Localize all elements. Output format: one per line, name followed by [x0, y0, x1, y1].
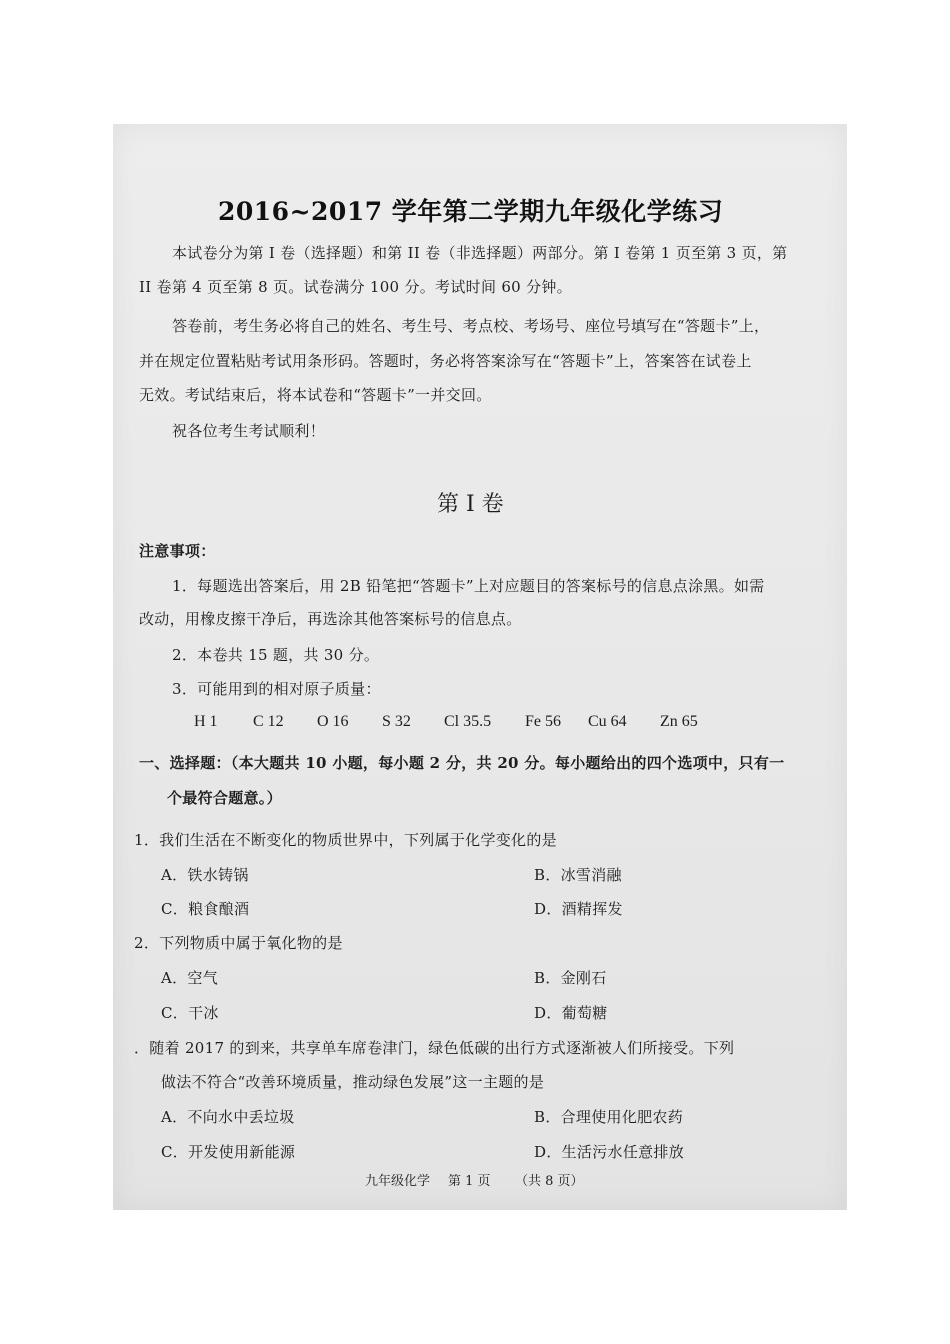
question-1-option-c: C．粮食酿酒: [161, 900, 250, 918]
page-title: 2016~2017 学年第二学期九年级化学练习: [218, 197, 724, 226]
atomic-mass-cl: Cl 35.5: [444, 713, 492, 730]
question-3-option-c: C．开发使用新能源: [161, 1143, 296, 1161]
atomic-mass-zn: Zn 65: [660, 713, 698, 730]
atomic-mass-cu: Cu 64: [588, 713, 627, 730]
question-3-option-b: B．合理使用化肥农药: [534, 1108, 684, 1126]
footer-subject: 九年级化学: [365, 1174, 431, 1189]
footer-total-pages: （共 8 页）: [515, 1174, 584, 1189]
question-1-option-a: A．铁水铸锅: [161, 866, 249, 884]
footer-page-number: 第 1 页: [448, 1174, 491, 1189]
question-1-option-d: D．酒精挥发: [534, 900, 623, 918]
question-1-stem: 1．我们生活在不断变化的物质世界中，下列属于化学变化的是: [134, 831, 557, 849]
question-2-option-d: D．葡萄糖: [534, 1004, 608, 1022]
atomic-mass-o: O 16: [317, 713, 349, 730]
atomic-mass-fe: Fe 56: [525, 713, 561, 730]
intro-paragraph-2-line-1: 答卷前，考生务必将自己的姓名、考生号、考点校、考场号、座位号填写在“答题卡”上，: [172, 317, 770, 335]
intro-paragraph-1-line-2: II 卷第 4 页至第 8 页。试卷满分 100 分。考试时间 60 分钟。: [139, 278, 572, 296]
question-3-stem-line-2: 做法不符合“改善环境质量，推动绿色发展”这一主题的是: [161, 1073, 545, 1091]
part-1-heading-line-2: 个最符合题意。）: [167, 789, 282, 807]
question-2-stem: 2．下列物质中属于氧化物的是: [134, 934, 343, 952]
question-2-option-a: A．空气: [161, 969, 219, 987]
note-1-line-1: 1．每题选出答案后，用 2B 铅笔把“答题卡”上对应题目的答案标号的信息点涂黑。如需: [172, 577, 765, 595]
question-1-option-b: B．冰雪消融: [534, 866, 622, 884]
intro-paragraph-2-line-2: 并在规定位置粘贴考试用条形码。答题时，务必将答案涂写在“答题卡”上，答案答在试卷上: [139, 352, 752, 370]
note-2: 2．本卷共 15 题，共 30 分。: [172, 646, 380, 664]
question-3-option-a: A．不向水中丢垃圾: [161, 1108, 295, 1126]
atomic-mass-c: C 12: [253, 713, 284, 730]
good-luck-text: 祝各位考生考试顺利！: [172, 422, 326, 440]
notes-heading: 注意事项：: [139, 542, 216, 560]
note-3: 3．可能用到的相对原子质量：: [172, 680, 381, 698]
question-2-option-b: B．金刚石: [534, 969, 607, 987]
atomic-mass-s: S 32: [382, 713, 411, 730]
atomic-mass-h: H 1: [194, 713, 218, 730]
intro-paragraph-1-line-1: 本试卷分为第 I 卷（选择题）和第 II 卷（非选择题）两部分。第 I 卷第 1 页至第 3 页，第: [172, 244, 788, 262]
question-3-stem-line-1: ．随着 2017 的到来，共享单车席卷津门，绿色低碳的出行方式逐渐被人们所接受。下列: [134, 1039, 735, 1057]
part-1-heading-line-1: 一、选择题：（本大题共 10 小题，每小题 2 分，共 20 分。每小题给出的四个选项中，只有一: [139, 754, 785, 772]
section-title: 第 I 卷: [437, 492, 504, 517]
note-1-line-2: 改动，用橡皮擦干净后，再选涂其他答案标号的信息点。: [139, 610, 522, 628]
question-2-option-c: C．干冰: [161, 1004, 219, 1022]
intro-paragraph-2-line-3: 无效。考试结束后，将本试卷和“答题卡”一并交回。: [139, 386, 492, 404]
question-3-option-d: D．生活污水任意排放: [534, 1143, 685, 1161]
